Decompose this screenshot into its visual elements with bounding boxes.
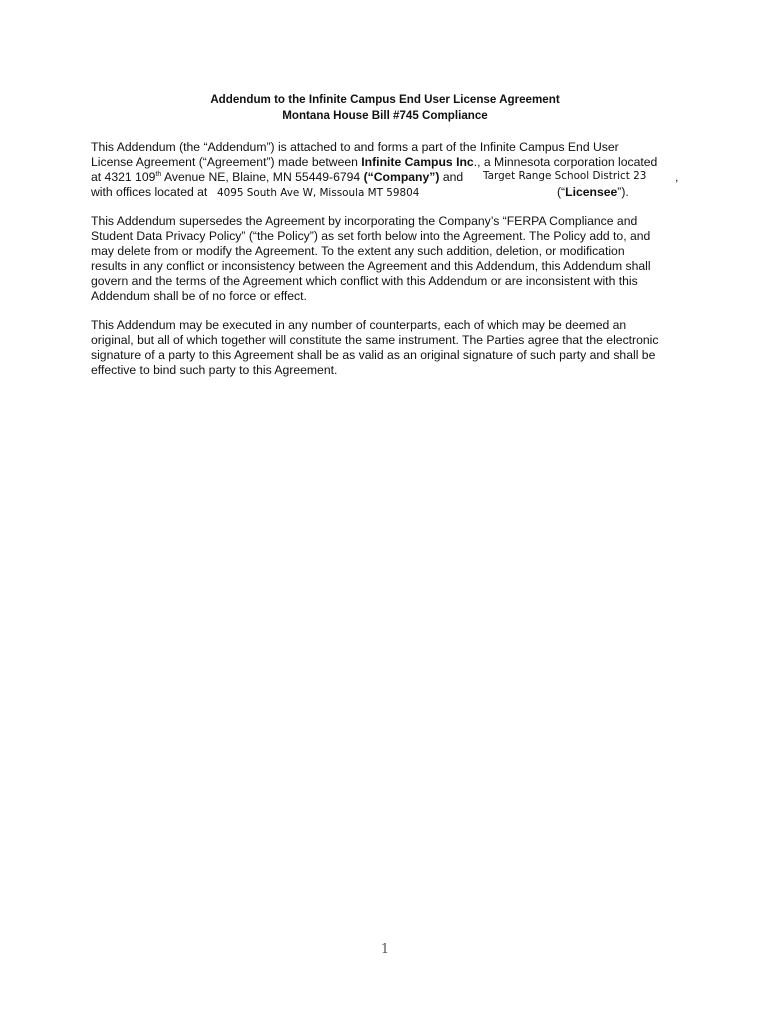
intro-line-4: with offices located at [91, 185, 211, 199]
licensee-name-field[interactable]: Target Range School District 23 [483, 170, 647, 182]
counterparts-line: original, but all of which together will constitute the same instrument. The Parties agree that the electronic [91, 333, 659, 347]
supersedes-line: This Addendum supersedes the Agreement by incorporating the Company’s “FERPA Compliance and [91, 214, 638, 228]
licensee-term: Licensee [565, 185, 618, 199]
counterparts-line: signature of a party to this Agreement shall be as valid as an original signature of such party and shall be [91, 348, 656, 362]
intro-text: Avenue NE, Blaine, MN 55449-6794 [161, 170, 364, 184]
intro-text: ., a Minnesota corporation located [473, 155, 658, 169]
supersedes-line: may delete from or modify the Agreement. To the extent any such addition, deletion, or modification [91, 244, 625, 258]
supersedes-line: govern and the terms of the Agreement which conflict with this Addendum or are inconsistent with this [91, 274, 638, 288]
page-number: 1 [380, 942, 390, 957]
counterparts-line: This Addendum may be executed in any number of counterparts, each of which may be deemed an [91, 318, 627, 332]
intro-comma: , [675, 170, 679, 184]
counterparts-line: effective to bind such party to this Agreement. [91, 363, 338, 377]
quote-close: ”). [617, 185, 629, 199]
licensee-label [557, 185, 629, 199]
document-subtitle: Montana House Bill #745 Compliance [282, 109, 488, 122]
intro-text: and [439, 170, 467, 184]
intro-line-2 [91, 155, 657, 170]
licensee-address-field[interactable]: 4095 South Ave W, Missoula MT 59804 [217, 187, 420, 199]
intro-text: License Agreement (“Agreement”) made between [91, 155, 362, 169]
document-title: Addendum to the Infinite Campus End User License Agreement [210, 93, 560, 106]
supersedes-line: results in any conflict or inconsistency between the Agreement and this Addendum, this Addendum shall [91, 259, 651, 273]
company-name: Infinite Campus Inc [361, 155, 474, 169]
company-label: (“Company”) [363, 170, 440, 184]
intro-text: at 4321 109 [91, 170, 156, 184]
intro-line-1: This Addendum (the “Addendum”) is attached to and forms a part of the Infinite Campus End User [91, 140, 619, 154]
supersedes-line: Student Data Privacy Policy” (“the Policy”) as set forth below into the Agreement. The Policy add to, and [91, 229, 651, 243]
quote-open: (“ [557, 185, 566, 199]
supersedes-line: Addendum shall be of no force or effect. [91, 289, 307, 303]
ordinal-suffix: th [155, 170, 162, 178]
intro-line-3 [91, 170, 467, 185]
